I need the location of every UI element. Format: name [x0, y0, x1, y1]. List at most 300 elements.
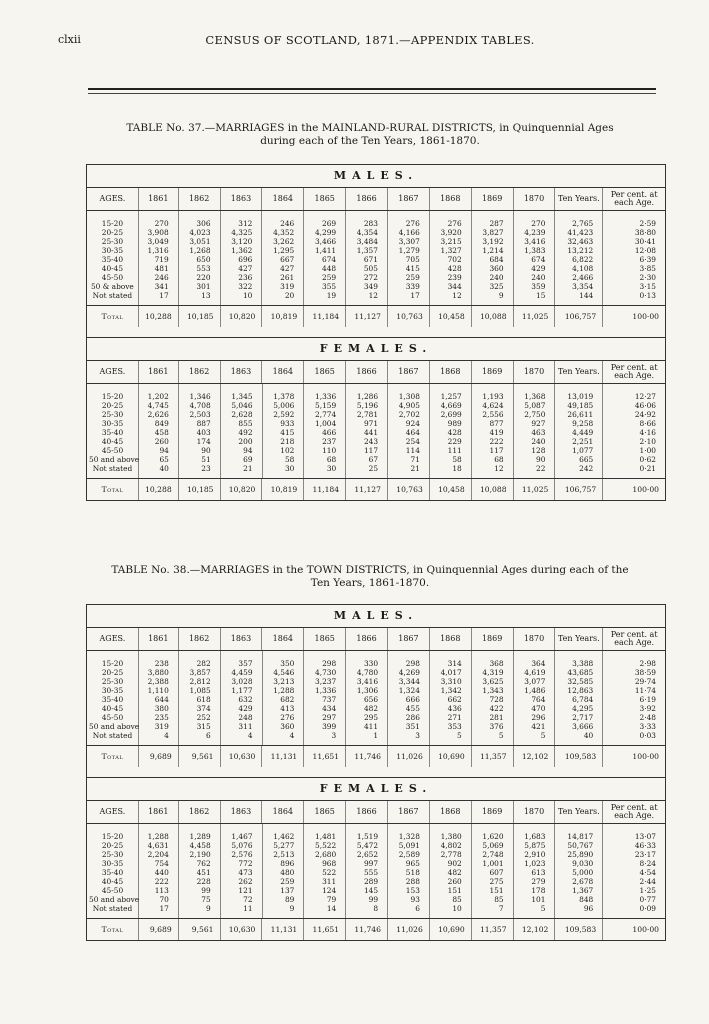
- total-cell: 10,690: [430, 919, 472, 940]
- table-cell: 415: [405, 264, 420, 273]
- age-label: Not stated: [92, 464, 133, 473]
- table-cell: 5: [540, 731, 546, 740]
- table-cell: 374: [196, 704, 211, 713]
- column-header: 1866: [346, 188, 388, 210]
- table-cell: 12: [494, 464, 504, 473]
- table-cell: 174: [196, 437, 211, 446]
- table-cell: 772: [238, 859, 253, 868]
- table-cell: 90: [536, 455, 546, 464]
- header-row: [87, 801, 665, 824]
- age-label: 15-20: [101, 832, 124, 841]
- age-label: 25-30: [101, 237, 124, 246]
- value-column: [555, 384, 603, 478]
- page-number: clxii: [58, 33, 81, 46]
- column-header: Per cent. at each Age.: [610, 803, 658, 820]
- table-cell: 1,486: [524, 686, 546, 695]
- column-header: 1866: [346, 361, 388, 383]
- table-cell: 276: [447, 219, 462, 228]
- table-cell: 2,778: [440, 850, 462, 859]
- value-column: [388, 651, 430, 745]
- column-header: 1865: [304, 801, 346, 823]
- table-cell: 3,857: [189, 668, 211, 677]
- table-cell: 1,268: [189, 246, 211, 255]
- age-label: 20-25: [101, 841, 124, 850]
- table-cell: 2,910: [524, 850, 546, 859]
- table-cell: 4,708: [189, 401, 211, 410]
- table-cell: 6,822: [572, 255, 594, 264]
- total-cell: 10,630: [221, 919, 263, 940]
- section-gap: [87, 767, 665, 778]
- table-cell: 518: [405, 868, 420, 877]
- table-cell: 2·48: [639, 713, 656, 722]
- age-label: 25-30: [101, 410, 124, 419]
- table-cell: 68: [326, 455, 337, 464]
- table-cell: 3,213: [273, 677, 295, 686]
- table-cell: 3,625: [482, 677, 504, 686]
- table-cell: 1,202: [147, 392, 169, 401]
- table-cell: 965: [405, 859, 420, 868]
- column-header: Ten Years.: [555, 188, 603, 210]
- table-cell: 3,466: [314, 237, 337, 246]
- table-cell: 6,784: [572, 695, 594, 704]
- total-cell: 11,131: [262, 746, 304, 767]
- table-cell: 2,702: [398, 410, 420, 419]
- table-cell: 1,620: [482, 832, 504, 841]
- table-cell: 30·41: [634, 237, 657, 246]
- table-cell: 613: [531, 868, 546, 877]
- table-cell: 237: [322, 437, 337, 446]
- table-cell: 4,023: [189, 228, 211, 237]
- table-cell: 2·10: [639, 437, 656, 446]
- value-column: [472, 384, 514, 478]
- table-cell: 298: [322, 659, 337, 668]
- table-cell: 26,611: [567, 410, 594, 419]
- table-cell: 2,589: [398, 850, 420, 859]
- section-title: FEMALES.: [87, 338, 665, 361]
- value-column: [603, 824, 665, 918]
- table-cell: 350: [280, 659, 295, 668]
- table-cell: 1,336: [315, 686, 337, 695]
- table-cell: 3,666: [572, 722, 594, 731]
- age-label: 40-45: [101, 437, 124, 446]
- table-cell: 4,619: [524, 668, 546, 677]
- table-cell: 283: [363, 219, 378, 228]
- column-header: 1870: [514, 188, 556, 210]
- table-cell: 4,166: [398, 228, 420, 237]
- table-cell: 67: [368, 455, 379, 464]
- total-cell: 109,583: [555, 746, 603, 767]
- data-block: [87, 211, 665, 306]
- table-cell: 5,196: [356, 401, 379, 410]
- table-cell: 360: [280, 722, 295, 731]
- column-header: 1861: [139, 801, 179, 823]
- table-cell: 359: [531, 282, 546, 291]
- table-cell: 4: [247, 731, 253, 740]
- value-column: [304, 651, 346, 745]
- table-cell: 1,411: [314, 246, 337, 255]
- table-cell: 464: [405, 428, 420, 437]
- table-cell: 5,277: [273, 841, 295, 850]
- table-cell: 6: [415, 904, 420, 913]
- table-cell: 376: [489, 722, 504, 731]
- table-cell: 322: [238, 282, 253, 291]
- table-cell: 1,110: [147, 686, 169, 695]
- data-block: [87, 651, 665, 746]
- table-cell: 5,076: [231, 841, 253, 850]
- table-cell: 2·98: [639, 659, 656, 668]
- age-label: 30-35: [101, 686, 124, 695]
- table-cell: 650: [196, 255, 211, 264]
- table-cell: 297: [322, 713, 337, 722]
- table-cell: 2,699: [440, 410, 462, 419]
- table-cell: 737: [322, 695, 337, 704]
- table-cell: 13·07: [634, 832, 656, 841]
- table-cell: 427: [280, 264, 295, 273]
- table-cell: 4,459: [231, 668, 253, 677]
- table-cell: 2,680: [315, 850, 337, 859]
- table-cell: 2,774: [315, 410, 337, 419]
- table-cell: 1,683: [524, 832, 546, 841]
- table-cell: 3,077: [524, 677, 546, 686]
- table-cell: 555: [363, 868, 379, 877]
- value-column: [179, 824, 221, 918]
- value-column: [179, 384, 221, 478]
- value-column: [430, 651, 472, 745]
- table-cell: 99: [201, 886, 211, 895]
- age-label: Not stated: [92, 291, 133, 300]
- age-label: 30-35: [101, 246, 124, 255]
- column-header: Per cent. at each Age.: [610, 190, 658, 207]
- table-cell: 3: [415, 731, 420, 740]
- table-cell: 111: [447, 446, 462, 455]
- table-cell: 18: [452, 464, 462, 473]
- table-cell: 85: [494, 895, 504, 904]
- table-cell: 8·66: [639, 419, 656, 428]
- table-cell: 314: [447, 659, 462, 668]
- table-cell: 23: [201, 464, 211, 473]
- table-cell: 5,875: [524, 841, 546, 850]
- total-cell: 10,088: [472, 306, 514, 327]
- table-cell: 306: [196, 219, 211, 228]
- total-row: [87, 746, 665, 767]
- table-cell: 289: [363, 877, 379, 886]
- table-cell: 451: [196, 868, 211, 877]
- table-cell: 6·39: [639, 255, 657, 264]
- table-cell: 17: [410, 291, 420, 300]
- table-cell: 887: [196, 419, 211, 428]
- table-cell: 4,546: [273, 668, 295, 677]
- age-label: 25-30: [101, 850, 124, 859]
- total-cell: 10,820: [221, 479, 263, 500]
- value-column: [262, 211, 304, 305]
- table-cell: 19: [326, 291, 337, 300]
- table-cell: 75: [201, 895, 211, 904]
- total-label: Total: [87, 919, 139, 940]
- table-cell: 339: [405, 282, 420, 291]
- table-cell: 3,908: [147, 228, 169, 237]
- column-header: 1864: [262, 801, 304, 823]
- age-label: Not stated: [92, 904, 133, 913]
- table-cell: 1,308: [398, 392, 420, 401]
- table-cell: 10: [242, 291, 253, 300]
- age-label: 40-45: [101, 877, 124, 886]
- value-column: [139, 824, 179, 918]
- header-row: [87, 628, 665, 651]
- table-cell: 12: [452, 291, 462, 300]
- column-header: 1863: [221, 628, 263, 650]
- value-column: [514, 651, 556, 745]
- table-cell: 855: [238, 419, 253, 428]
- total-cell: 11,026: [388, 919, 430, 940]
- table-cell: 13,019: [567, 392, 594, 401]
- table-cell: 671: [363, 255, 378, 264]
- value-column: [221, 651, 263, 745]
- table-cell: 429: [531, 264, 546, 273]
- value-column: [139, 211, 179, 305]
- total-cell: 10,820: [221, 306, 263, 327]
- table-cell: 3,416: [356, 677, 379, 686]
- age-label: 50 and above: [89, 895, 140, 904]
- column-header: 1865: [304, 628, 346, 650]
- table-cell: 1·25: [639, 886, 656, 895]
- table-cell: 312: [238, 219, 253, 228]
- column-header: AGES.: [87, 361, 139, 383]
- table-cell: 4,299: [314, 228, 337, 237]
- value-column: [304, 384, 346, 478]
- table-cell: 275: [489, 877, 504, 886]
- total-cell: 10,690: [430, 746, 472, 767]
- table-cell: 666: [405, 695, 420, 704]
- table-cell: 5,522: [315, 841, 337, 850]
- table-cell: 705: [405, 255, 420, 264]
- table-cell: 288: [405, 877, 420, 886]
- age-column: [87, 384, 139, 478]
- age-label: 45-50: [101, 273, 124, 282]
- table-cell: 1,214: [482, 246, 504, 255]
- table-cell: 58: [284, 455, 295, 464]
- age-label: 50 and above: [89, 455, 140, 464]
- table-cell: 665: [579, 455, 594, 464]
- total-row: [87, 306, 665, 327]
- table-cell: 1,295: [273, 246, 295, 255]
- value-column: [555, 211, 603, 305]
- total-row: [87, 919, 665, 940]
- table-cell: 222: [154, 877, 169, 886]
- table-cell: 413: [280, 704, 295, 713]
- table-cell: 3,028: [231, 677, 253, 686]
- table-cell: 2,678: [572, 877, 594, 886]
- total-cell: 9,561: [179, 919, 221, 940]
- age-label: 20-25: [101, 401, 124, 410]
- table-cell: 4·16: [639, 428, 656, 437]
- total-cell: 106,757: [555, 479, 603, 500]
- table-cell: 448: [322, 264, 337, 273]
- table-cell: 2,748: [482, 850, 504, 859]
- table-cell: 3,416: [524, 237, 546, 246]
- table-cell: 110: [322, 446, 337, 455]
- table-cell: 1,193: [482, 392, 504, 401]
- table-cell: 3,307: [398, 237, 420, 246]
- table-cell: 259: [322, 273, 337, 282]
- table-cell: 0·21: [639, 464, 656, 473]
- section-title: FEMALES.: [87, 778, 665, 801]
- column-header: 1862: [179, 188, 221, 210]
- table-cell: 3: [331, 731, 337, 740]
- table-cell: 1,004: [315, 419, 337, 428]
- table-cell: 473: [238, 868, 253, 877]
- column-header: 1868: [430, 628, 472, 650]
- table-cell: 79: [326, 895, 337, 904]
- table-cell: 492: [238, 428, 253, 437]
- table-cell: 481: [154, 264, 169, 273]
- table-cell: 422: [489, 704, 504, 713]
- column-header: 1867: [388, 801, 430, 823]
- table-cell: 3,237: [315, 677, 337, 686]
- column-header: 1869: [472, 628, 514, 650]
- table-cell: 933: [280, 419, 295, 428]
- table-cell: 25: [368, 464, 379, 473]
- table-cell: 239: [447, 273, 462, 282]
- column-header: 1868: [430, 361, 472, 383]
- table-cell: 301: [196, 282, 211, 291]
- table-cell: 3,920: [440, 228, 462, 237]
- value-column: [139, 651, 179, 745]
- table-cell: 5: [498, 731, 504, 740]
- table-cell: 228: [196, 877, 211, 886]
- table-cell: 522: [322, 868, 337, 877]
- table-cell: 632: [238, 695, 253, 704]
- table-cell: 3,388: [572, 659, 594, 668]
- age-label: 35-40: [101, 428, 124, 437]
- table-cell: 90: [201, 446, 211, 455]
- table-cell: 667: [280, 255, 295, 264]
- table-cell: 248: [238, 713, 253, 722]
- table-cell: 5: [457, 731, 462, 740]
- table-cell: 4,905: [398, 401, 420, 410]
- table-cell: 2,190: [189, 850, 211, 859]
- table-cell: 4,354: [356, 228, 378, 237]
- table-cell: 2,717: [572, 713, 594, 722]
- table-cell: 3,192: [482, 237, 504, 246]
- total-cell: 106,757: [555, 306, 603, 327]
- age-column: [87, 651, 139, 745]
- column-header: 1865: [304, 188, 346, 210]
- table-cell: 9,258: [572, 419, 594, 428]
- table-cell: 13,212: [567, 246, 594, 255]
- table-cell: 117: [363, 446, 379, 455]
- table-cell: 9,030: [572, 859, 594, 868]
- table-cell: 1,077: [572, 446, 594, 455]
- table-cell: 200: [238, 437, 253, 446]
- table-cell: 4,624: [482, 401, 504, 410]
- table-cell: 1,324: [398, 686, 420, 695]
- value-column: [603, 651, 665, 745]
- value-column: [472, 824, 514, 918]
- table-cell: 287: [489, 219, 504, 228]
- table-cell: 242: [579, 464, 594, 473]
- table-cell: 0·09: [639, 904, 656, 913]
- table-cell: 380: [154, 704, 169, 713]
- age-label: 45-50: [101, 713, 124, 722]
- value-column: [514, 211, 556, 305]
- table-cell: 4,295: [572, 704, 594, 713]
- total-cell: 10,630: [221, 746, 263, 767]
- table-cell: 2,576: [231, 850, 253, 859]
- age-label: 50 & above: [90, 282, 134, 291]
- table-cell: 674: [322, 255, 337, 264]
- table-cell: 399: [322, 722, 337, 731]
- table-cell: 2·59: [639, 219, 657, 228]
- table-cell: 662: [447, 695, 462, 704]
- table-cell: 281: [489, 713, 504, 722]
- column-header: 1867: [388, 188, 430, 210]
- table-cell: 1,362: [231, 246, 253, 255]
- table-cell: 344: [447, 282, 462, 291]
- table-cell: 1,327: [440, 246, 462, 255]
- table-cell: 282: [196, 659, 211, 668]
- table-cell: 1,316: [147, 246, 169, 255]
- table-cell: 11: [243, 904, 253, 913]
- table-cell: 12·27: [634, 392, 656, 401]
- table-cell: 5,000: [572, 868, 594, 877]
- total-row: [87, 479, 665, 500]
- table-cell: 178: [531, 886, 546, 895]
- value-column: [346, 651, 388, 745]
- column-header: AGES.: [87, 188, 139, 210]
- age-label: 40-45: [101, 704, 124, 713]
- table-cell: 455: [405, 704, 420, 713]
- column-header: 1863: [221, 361, 263, 383]
- table-cell: 764: [531, 695, 546, 704]
- value-column: [430, 824, 472, 918]
- table-cell: 1,001: [482, 859, 504, 868]
- age-column: [87, 211, 139, 305]
- section-title: MALES.: [87, 165, 665, 188]
- table-cell: 466: [322, 428, 337, 437]
- table-cell: 17: [159, 904, 169, 913]
- table-cell: 4,745: [147, 401, 169, 410]
- table-cell: 702: [447, 255, 462, 264]
- age-label: 15-20: [101, 659, 124, 668]
- table-cell: 4,239: [524, 228, 546, 237]
- column-header: 1868: [430, 801, 472, 823]
- table-cell: 40: [583, 731, 594, 740]
- value-column: [139, 384, 179, 478]
- table-cell: 1,257: [440, 392, 462, 401]
- total-cell: 11,651: [304, 746, 346, 767]
- table-cell: 2,652: [356, 850, 379, 859]
- value-column: [472, 211, 514, 305]
- table-cell: 14,817: [567, 832, 594, 841]
- value-column: [221, 824, 263, 918]
- total-cell: 11,746: [346, 919, 388, 940]
- table-cell: 85: [452, 895, 462, 904]
- table-cell: 3·33: [639, 722, 656, 731]
- table-cell: 276: [280, 713, 295, 722]
- table-cell: 3,051: [189, 237, 211, 246]
- total-cell: 10,763: [388, 306, 430, 327]
- age-label: 30-35: [101, 419, 124, 428]
- table-cell: 12·08: [634, 246, 657, 255]
- table-cell: 46·33: [634, 841, 656, 850]
- table-37: [86, 164, 666, 501]
- table-cell: 89: [284, 895, 295, 904]
- table-cell: 246: [154, 273, 169, 282]
- table-cell: 2·30: [639, 273, 657, 282]
- table-cell: 3,344: [398, 677, 420, 686]
- value-column: [430, 211, 472, 305]
- total-cell: 10,185: [179, 306, 221, 327]
